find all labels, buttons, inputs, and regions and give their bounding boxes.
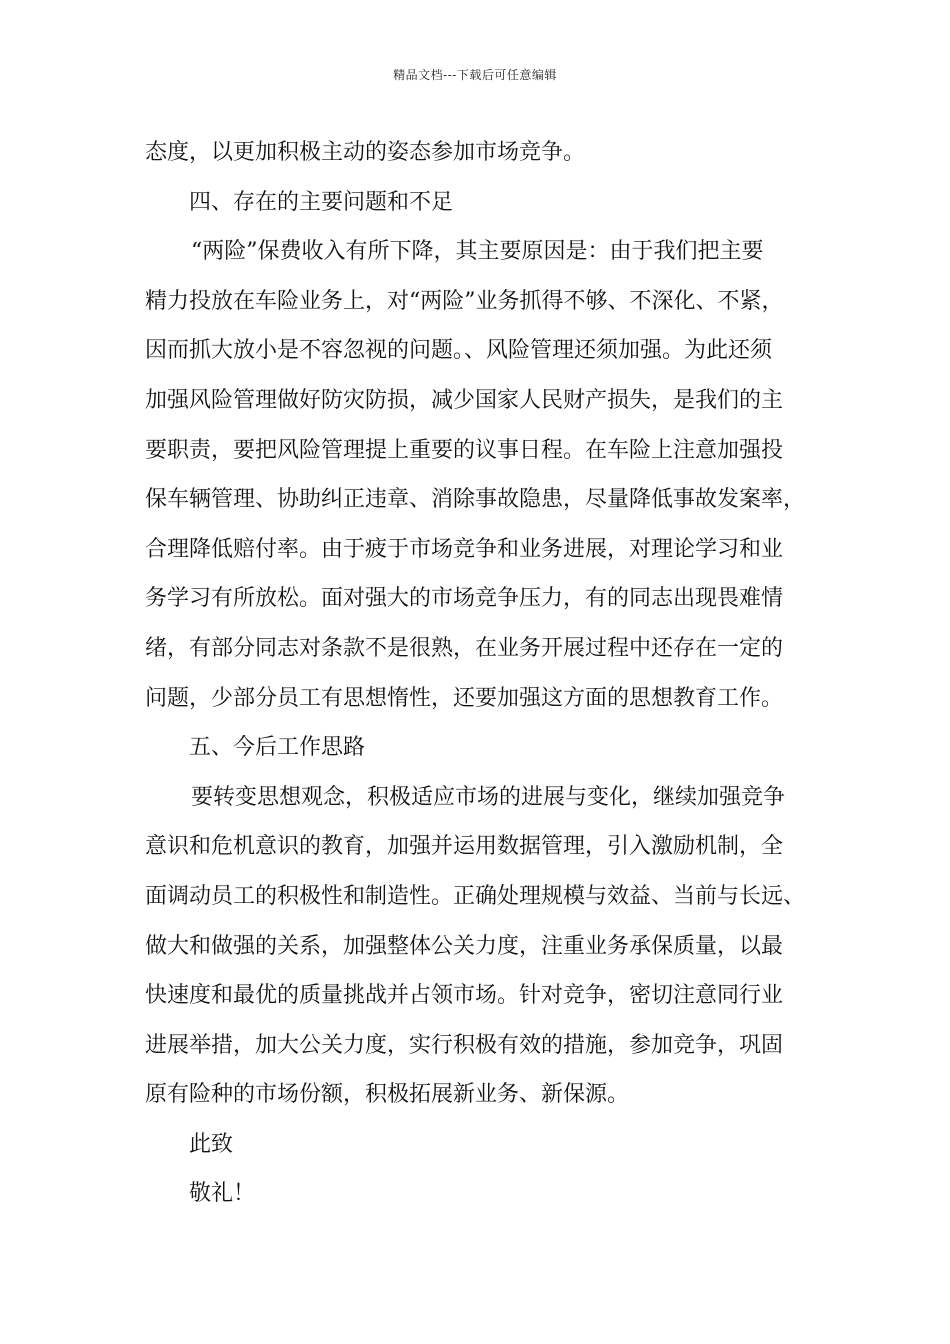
body-line: 做大和做强的关系，加强整体公关力度，注重业务承保质量，以最: [145, 933, 784, 959]
body-line: 要转变思想观念，积极适应市场的进展与变化，继续加强竞争: [191, 784, 786, 810]
closing-salutation: 此致: [189, 1131, 234, 1157]
body-line: 原有险种的市场份额，积极拓展新业务、新保源。: [145, 1082, 630, 1108]
body-line: 保车辆管理、协助纠正违章、消除事故隐患，尽量降低事故发案率，: [145, 487, 806, 513]
body-line: 务学习有所放松。面对强大的市场竞争压力，有的同志出现畏难情: [145, 586, 784, 612]
body-line: 绪，有部分同志对条款不是很熟，在业务开展过程中还存在一定的: [145, 635, 784, 661]
body-line: 面调动员工的积极性和制造性。正确处理规模与效益、当前与长远、: [145, 883, 806, 909]
body-line: 要职责，要把风险管理提上重要的议事日程。在车险上注意加强投: [145, 437, 784, 463]
body-line: 快速度和最优的质量挑战并占领市场。针对竞争，密切注意同行业: [145, 983, 784, 1009]
body-line: 加强风险管理做好防灾防损，减少国家人民财产损失，是我们的主: [145, 387, 784, 413]
closing-regards: 敬礼！: [189, 1181, 256, 1207]
body-line: 精力投放在车险业务上，对“两险”业务抓得不够、不深化、不紧，: [145, 288, 784, 314]
body-line: 进展举措，加大公关力度，实行积极有效的措施，参加竞争，巩固: [145, 1032, 784, 1058]
body-line: 合理降低赔付率。由于疲于市场竞争和业务进展，对理论学习和业: [145, 536, 784, 562]
document-body: [145, 128, 835, 1219]
page-header: 精品文档---下载后可任意编辑: [393, 68, 557, 82]
body-line: 因而抓大放小是不容忽视的问题。、风险管理还须加强。为此还须: [145, 338, 773, 364]
section-heading-problems: 四、存在的主要问题和不足: [189, 189, 454, 215]
body-line: 态度，以更加积极主动的姿态参加市场竞争。: [145, 140, 586, 165]
body-line: 意识和危机意识的教育，加强并运用数据管理，引入激励机制，全: [145, 834, 784, 860]
body-line: 问题，少部分员工有思想惰性，还要加强这方面的思想教育工作。: [145, 685, 784, 711]
body-line: “两险”保费收入有所下降，其主要原因是：由于我们把主要: [191, 239, 764, 265]
section-heading-future-work: 五、今后工作思路: [189, 735, 366, 761]
